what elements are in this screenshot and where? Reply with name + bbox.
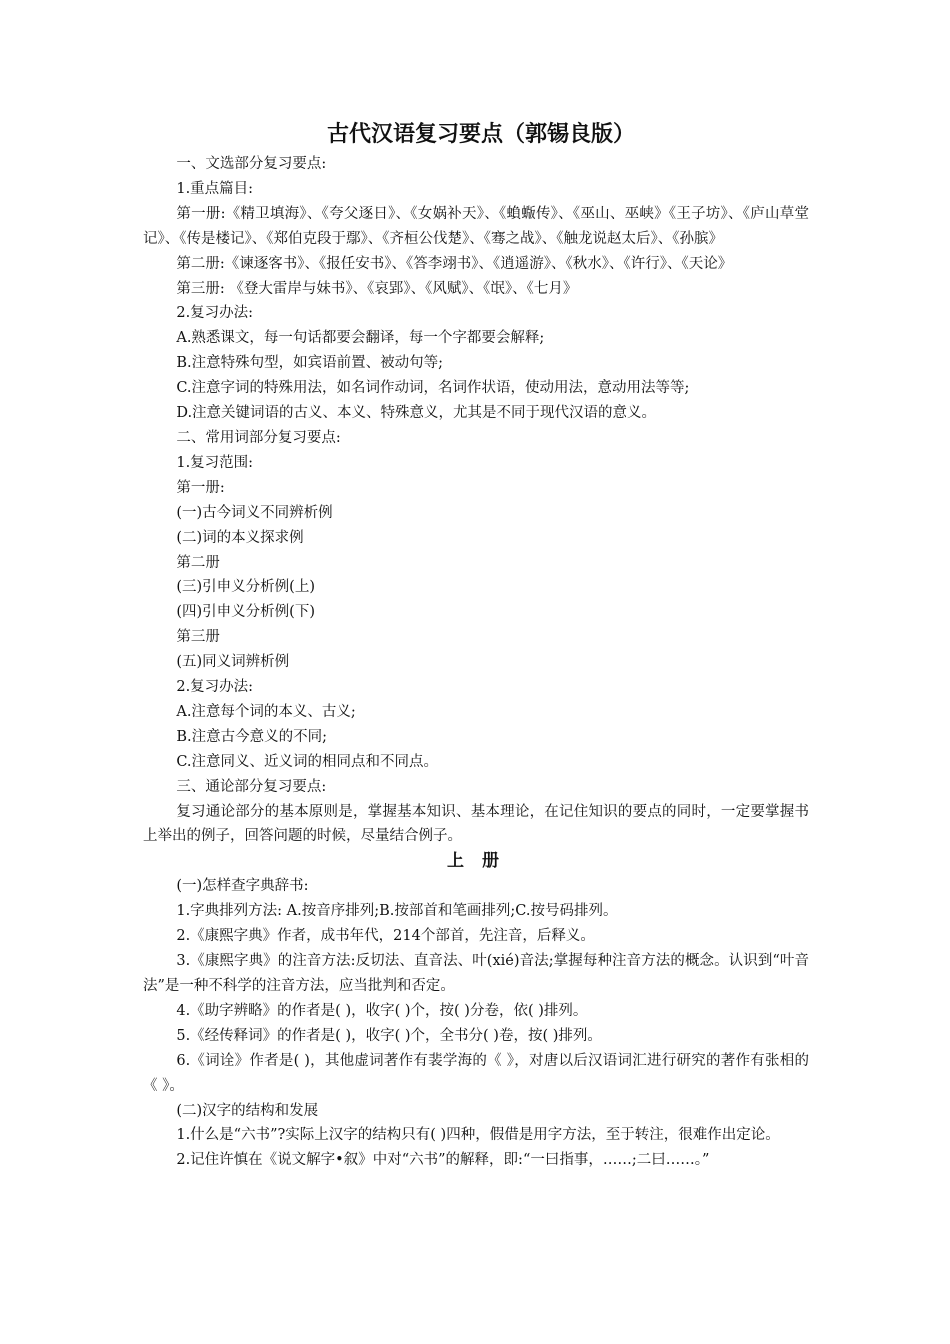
dictionary-item-4: 4.《助字辨略》的作者是( )，收字( )个，按( )分卷，依( )排列。 xyxy=(176,1002,588,1019)
method-c: C.注意字词的特殊用法，如名词作动词，名词作状语，使动用法，意动用法等等; xyxy=(176,380,690,397)
volume-heading: 上 册 xyxy=(447,851,505,872)
subheading-review-scope: 1.复习范围: xyxy=(176,454,254,471)
character-item-1: 1.什么是“六书”?实际上汉字的结构只有( )四种，假借是用字方法，至于转注，很难作出定论。 xyxy=(176,1127,780,1144)
vocab-item-3: (三)引申义分析例(上) xyxy=(176,579,315,596)
volume-1-texts: 第一册:《精卫填海》、《夸父逐日》、《女娲补天》、《蝜蝂传》、《巫山、巫峡》《王子坊》、《庐山草堂记》、《传是楼记》、《郑伯克段于鄢》、《齐桓公伐楚》、《骞之战》、《触龙说赵太后》、《孙膑》 xyxy=(143,205,809,247)
section-heading-3: 三、通论部分复习要点: xyxy=(176,778,327,795)
vocab-item-4: (四)引申义分析例(下) xyxy=(176,604,315,621)
section-heading-2: 二、常用词部分复习要点: xyxy=(176,429,341,446)
volume-3-label: 第三册 xyxy=(176,629,220,646)
vocab-item-2: (二)词的本义探求例 xyxy=(176,529,304,546)
document-title: 古代汉语复习要点（郭锡良版） xyxy=(326,122,635,147)
vocab-method-b: B.注意古今意义的不同; xyxy=(176,728,327,745)
vocab-method-c: C.注意同义、近义词的相同点和不同点。 xyxy=(176,753,439,770)
character-item-2: 2.记住许慎在《说文解字•叙》中对“六书”的解释，即:“一曰指事，……;二曰……。” xyxy=(176,1152,710,1169)
topic-character-structure: (二)汉字的结构和发展 xyxy=(176,1102,319,1119)
vocab-item-5: (五)同义词辨析例 xyxy=(176,654,290,671)
volume-2-label: 第二册 xyxy=(176,554,220,571)
theory-principle: 复习通论部分的基本原则是，掌握基本知识、基本理论，在记住知识的要点的同时，一定要掌握书上举出的例子，回答问题的时候，尽量结合例子。 xyxy=(143,803,809,845)
subheading-review-method-2: 2.复习办法: xyxy=(176,679,254,696)
topic-dictionary-lookup: (一)怎样查字典辞书: xyxy=(176,878,309,895)
vocab-method-a: A.注意每个词的本义、古义; xyxy=(176,703,356,720)
section-heading-1: 一、文选部分复习要点: xyxy=(176,156,327,172)
dictionary-item-1: 1.字典排列方法: A.按音序排列;B.按部首和笔画排列;C.按号码排列。 xyxy=(176,903,618,920)
method-d: D.注意关键词语的古义、本义、特殊意义，尤其是不同于现代汉语的意义。 xyxy=(176,405,657,422)
dictionary-item-2: 2.《康熙字典》作者，成书年代，214个部首，先注音，后释义。 xyxy=(176,928,595,945)
document-page xyxy=(143,118,809,1173)
dictionary-item-3: 3.《康熙字典》的注音方法:反切法、直音法、叶(xié)音法;掌握每种注音方法的概念。认识到“叶音法”是一种不科学的注音方法，应当批判和否定。 xyxy=(143,953,809,994)
vocab-item-1: (一)古今词义不同辨析例 xyxy=(176,504,333,521)
subheading-review-method: 2.复习办法: xyxy=(176,305,254,322)
dictionary-item-5: 5.《经传释词》的作者是( )，收字( )个，全书分( )卷，按( )排列。 xyxy=(176,1027,602,1044)
subheading-key-texts: 1.重点篇目: xyxy=(176,180,254,197)
dictionary-item-6: 6.《词诠》作者是( )，其他虚词著作有裴学海的《 》，对唐以后汉语词汇进行研究的著作有张相的《 》。 xyxy=(143,1052,809,1094)
volume-1-label: 第一册: xyxy=(176,479,225,496)
volume-3-texts: 第三册: 《登大雷岸与妹书》、《哀郢》、《风赋》、《氓》、《七月》 xyxy=(176,280,578,297)
volume-2-texts: 第二册:《谏逐客书》、《报任安书》、《答李翊书》、《逍遥游》、《秋水》、《许行》、《天论》 xyxy=(176,255,733,272)
method-b: B.注意特殊句型，如宾语前置、被动句等; xyxy=(176,355,443,372)
method-a: A.熟悉课文，每一句话都要会翻译，每一个字都要会解释; xyxy=(176,330,545,347)
